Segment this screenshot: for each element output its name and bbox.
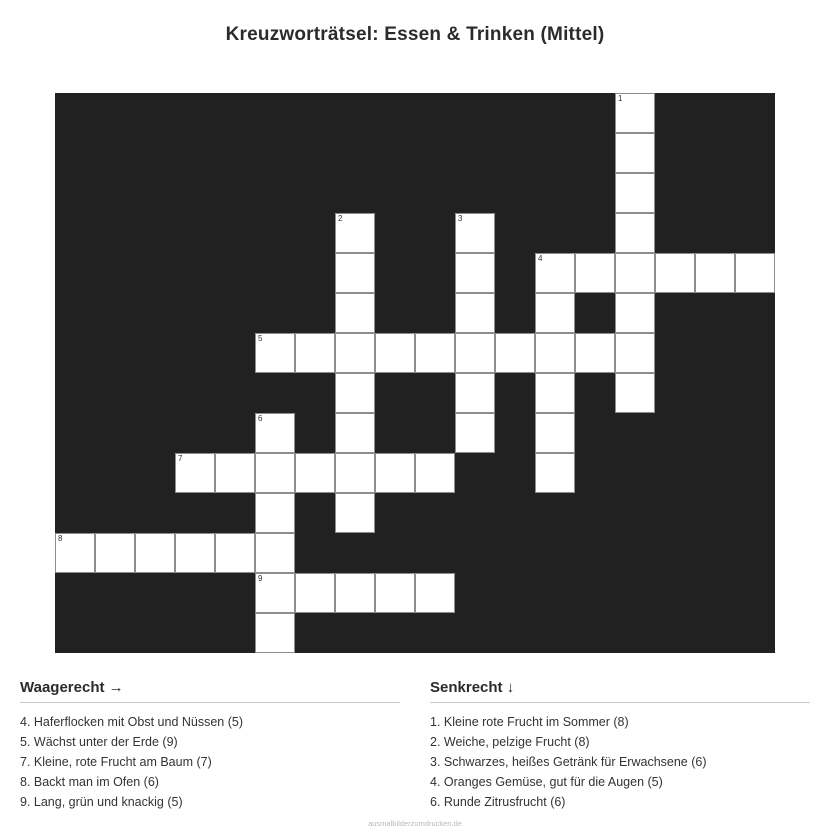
crossword-grid-cells bbox=[55, 93, 775, 653]
clues-down bbox=[430, 679, 810, 812]
crossword-cell[interactable] bbox=[655, 253, 695, 293]
crossword-cell[interactable] bbox=[375, 333, 415, 373]
crossword-cell[interactable] bbox=[255, 453, 295, 493]
clue-item-down: 1. Kleine rote Frucht im Sommer (8) bbox=[430, 715, 629, 729]
crossword-cell[interactable] bbox=[335, 333, 375, 373]
cell-number: 3 bbox=[458, 214, 463, 223]
cell-number: 4 bbox=[538, 254, 543, 263]
crossword-cell[interactable] bbox=[615, 133, 655, 173]
crossword-cell[interactable] bbox=[535, 333, 575, 373]
crossword-cell[interactable] bbox=[455, 253, 495, 293]
crossword-cell[interactable] bbox=[575, 253, 615, 293]
clues-across-heading: Waagerecht → bbox=[20, 679, 400, 703]
crossword-cell[interactable] bbox=[255, 413, 295, 453]
crossword-cell[interactable] bbox=[535, 293, 575, 333]
cell-number: 2 bbox=[338, 214, 343, 223]
crossword-cell[interactable] bbox=[695, 253, 735, 293]
crossword-cell[interactable] bbox=[335, 213, 375, 253]
crossword-cell[interactable] bbox=[335, 493, 375, 533]
clue-item-across: 4. Haferflocken mit Obst und Nüssen (5) bbox=[20, 715, 244, 729]
crossword-cell[interactable] bbox=[375, 453, 415, 493]
clues-across bbox=[20, 679, 400, 812]
crossword-cell[interactable] bbox=[455, 293, 495, 333]
clue-item-across: 7. Kleine, rote Frucht am Baum (7) bbox=[20, 755, 212, 769]
crossword-cell[interactable] bbox=[415, 573, 455, 613]
clue-item-down: 3. Schwarzes, heißes Getränk für Erwachsene (6) bbox=[430, 755, 707, 769]
crossword-cell[interactable] bbox=[255, 533, 295, 573]
clues-down-heading: Senkrecht ↓ bbox=[430, 679, 810, 703]
crossword-cell[interactable] bbox=[95, 533, 135, 573]
crossword-cell[interactable] bbox=[255, 493, 295, 533]
clue-item-down: 2. Weiche, pelzige Frucht (8) bbox=[430, 735, 590, 749]
crossword-cell[interactable] bbox=[615, 333, 655, 373]
cell-number: 6 bbox=[258, 414, 263, 423]
footer-watermark: ausmalbilderzumdrucken.de bbox=[368, 819, 462, 828]
crossword-cell[interactable] bbox=[215, 533, 255, 573]
cell-number: 7 bbox=[178, 454, 183, 463]
crossword-cell[interactable] bbox=[295, 333, 335, 373]
crossword-cell[interactable] bbox=[375, 573, 415, 613]
cell-number: 1 bbox=[618, 94, 623, 103]
cell-number: 8 bbox=[58, 534, 63, 543]
crossword-cell[interactable] bbox=[175, 453, 215, 493]
crossword-cell[interactable] bbox=[535, 373, 575, 413]
crossword-cell[interactable] bbox=[735, 253, 775, 293]
clues-down-list bbox=[430, 712, 810, 812]
crossword-cell[interactable] bbox=[175, 533, 215, 573]
crossword-cell[interactable] bbox=[415, 453, 455, 493]
crossword-cell[interactable] bbox=[335, 413, 375, 453]
crossword-cell[interactable] bbox=[615, 93, 655, 133]
crossword-cell[interactable] bbox=[615, 213, 655, 253]
crossword-cell[interactable] bbox=[335, 453, 375, 493]
crossword-cell[interactable] bbox=[255, 573, 295, 613]
crossword-cell[interactable] bbox=[55, 533, 95, 573]
crossword-cell[interactable] bbox=[535, 453, 575, 493]
page-title: Kreuzworträtsel: Essen & Trinken (Mittel) bbox=[225, 24, 605, 45]
crossword-cell[interactable] bbox=[455, 213, 495, 253]
clue-item-across: 5. Wächst unter der Erde (9) bbox=[20, 735, 178, 749]
crossword-cell[interactable] bbox=[215, 453, 255, 493]
crossword-cell[interactable] bbox=[535, 413, 575, 453]
clues-section bbox=[20, 679, 810, 812]
crossword-cell[interactable] bbox=[295, 453, 335, 493]
crossword-cell[interactable] bbox=[415, 333, 455, 373]
crossword-cell[interactable] bbox=[255, 333, 295, 373]
crossword-cell[interactable] bbox=[135, 533, 175, 573]
crossword-cell[interactable] bbox=[615, 373, 655, 413]
crossword-cell[interactable] bbox=[455, 333, 495, 373]
crossword-cell[interactable] bbox=[335, 293, 375, 333]
crossword-cell[interactable] bbox=[455, 373, 495, 413]
crossword-grid bbox=[55, 93, 775, 653]
crossword-cell[interactable] bbox=[615, 253, 655, 293]
crossword-cell[interactable] bbox=[255, 613, 295, 653]
crossword-cell[interactable] bbox=[295, 573, 335, 613]
clue-item-across: 8. Backt man im Ofen (6) bbox=[20, 775, 159, 789]
crossword-cell[interactable] bbox=[615, 173, 655, 213]
crossword-cell[interactable] bbox=[495, 333, 535, 373]
crossword-cell[interactable] bbox=[335, 373, 375, 413]
clue-item-down: 6. Runde Zitrusfrucht (6) bbox=[430, 795, 566, 809]
crossword-cell[interactable] bbox=[335, 253, 375, 293]
crossword-cell[interactable] bbox=[535, 253, 575, 293]
clue-item-across: 9. Lang, grün und knackig (5) bbox=[20, 795, 183, 809]
cell-number: 5 bbox=[258, 334, 263, 343]
crossword-cell[interactable] bbox=[335, 573, 375, 613]
crossword-cell[interactable] bbox=[455, 413, 495, 453]
crossword-cell[interactable] bbox=[615, 293, 655, 333]
cell-number: 9 bbox=[258, 574, 263, 583]
clues-across-list bbox=[20, 712, 400, 812]
crossword-cell[interactable] bbox=[575, 333, 615, 373]
clue-item-down: 4. Oranges Gemüse, gut für die Augen (5) bbox=[430, 775, 663, 789]
